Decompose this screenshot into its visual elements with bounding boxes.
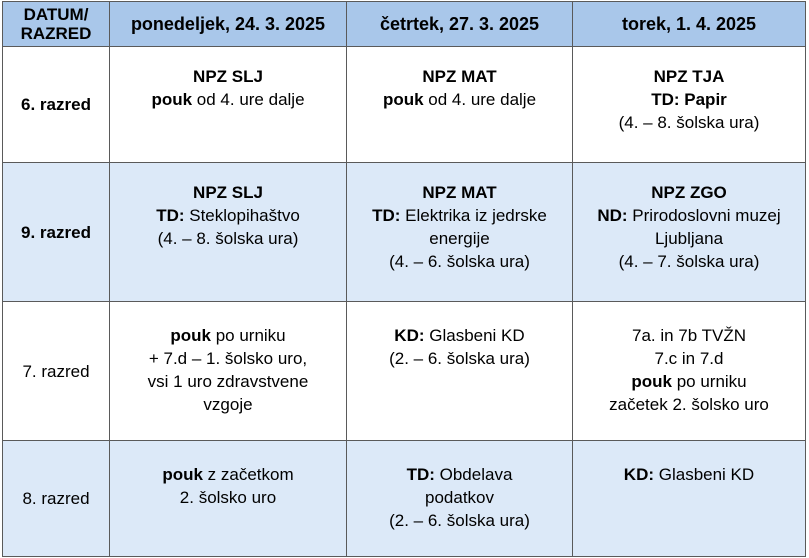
- cell-line: [110, 65, 346, 88]
- cell-line: [573, 393, 805, 416]
- text: (4. – 7. šolska ura): [618, 252, 760, 271]
- schedule-cell: [347, 441, 573, 557]
- text: Glasbeni KD: [424, 326, 525, 345]
- schedule-cell: [347, 163, 573, 302]
- bold-text: pouk: [151, 90, 193, 109]
- table-row: [3, 441, 806, 557]
- corner-line-razred: RAZRED: [20, 24, 92, 43]
- schedule-cell: [110, 441, 347, 557]
- text: Steklopihaštvo: [184, 206, 300, 225]
- cell-line: [573, 227, 805, 250]
- cell-line: [347, 463, 572, 486]
- schedule-body: [3, 47, 806, 557]
- cell-line: [347, 227, 572, 250]
- schedule-cell: [110, 302, 347, 441]
- bold-text: KD:: [394, 326, 425, 345]
- cell-line: [573, 88, 805, 111]
- header-row: [3, 2, 806, 47]
- text: Glasbeni KD: [654, 465, 755, 484]
- text: + 7.d – 1. šolsko uro,: [148, 349, 308, 368]
- text: 2. šolsko uro: [179, 488, 277, 507]
- cell-line: [573, 324, 805, 347]
- text: z začetkom: [202, 465, 294, 484]
- cell-line: [347, 250, 572, 273]
- schedule-cell: [110, 163, 347, 302]
- cell-line: [347, 486, 572, 509]
- text: po urniku: [671, 372, 747, 391]
- cell-line: [573, 370, 805, 393]
- schedule-cell: [347, 302, 573, 441]
- bold-text: NPZ ZGO: [651, 183, 727, 202]
- cell-line: [110, 347, 346, 370]
- text: (2. – 6. šolska ura): [389, 511, 530, 530]
- bold-text: pouk: [382, 90, 424, 109]
- cell-line: [347, 509, 572, 532]
- bold-text: ND:: [597, 206, 628, 225]
- text: Ljubljana: [654, 229, 724, 248]
- bold-text: NPZ MAT: [422, 67, 497, 86]
- text: 7a. in 7b TVŽN: [631, 326, 747, 345]
- cell-line: [110, 324, 346, 347]
- cell-line: [347, 324, 572, 347]
- schedule-cell: [573, 163, 806, 302]
- bold-text: NPZ SLJ: [193, 67, 263, 86]
- text: po urniku: [210, 326, 286, 345]
- text: energije: [429, 229, 490, 248]
- text: (4. – 8. šolska ura): [618, 113, 760, 132]
- cell-line: [573, 347, 805, 370]
- grade-cell: 9. razred: [3, 163, 110, 302]
- cell-line: [573, 181, 805, 204]
- bold-text: TD:: [156, 206, 185, 225]
- text: (2. – 6. šolska ura): [389, 349, 530, 368]
- table-row: [3, 47, 806, 163]
- cell-line: [110, 486, 346, 509]
- cell-line: [347, 88, 572, 111]
- schedule-table: [2, 1, 806, 557]
- text: (4. – 8. šolska ura): [157, 229, 299, 248]
- text: začetek 2. šolsko uro: [609, 395, 769, 414]
- bold-text: NPZ SLJ: [193, 183, 263, 202]
- header-date-1: ponedeljek, 24. 3. 2025: [110, 2, 347, 47]
- cell-line: [110, 88, 346, 111]
- text: (4. – 6. šolska ura): [389, 252, 530, 271]
- cell-line: [110, 393, 346, 416]
- text: od 4. ure dalje: [423, 90, 537, 109]
- cell-line: [347, 347, 572, 370]
- cell-line: [110, 181, 346, 204]
- bold-text: NPZ MAT: [422, 183, 497, 202]
- text: vzgoje: [203, 395, 253, 414]
- text: podatkov: [425, 488, 494, 507]
- text: 7.c in 7.d: [654, 349, 724, 368]
- table-row: [3, 163, 806, 302]
- cell-line: [573, 250, 805, 273]
- cell-line: [110, 227, 346, 250]
- cell-line: [347, 204, 572, 227]
- grade-cell: 8. razred: [3, 441, 110, 557]
- text: Obdelava: [434, 465, 513, 484]
- bold-text: TD:: [406, 465, 435, 484]
- cell-line: [347, 181, 572, 204]
- bold-text: NPZ TJA: [653, 67, 725, 86]
- cell-line: [110, 204, 346, 227]
- table-row: [3, 302, 806, 441]
- cell-line: [573, 204, 805, 227]
- cell-line: [347, 65, 572, 88]
- header-corner: [3, 2, 110, 47]
- cell-line: [110, 370, 346, 393]
- text: Elektrika iz jedrske: [400, 206, 547, 225]
- text: Prirodoslovni muzej: [627, 206, 781, 225]
- bold-text: TD:: [372, 206, 401, 225]
- text: vsi 1 uro zdravstvene: [147, 372, 309, 391]
- schedule-cell: [110, 47, 347, 163]
- grade-cell: 6. razred: [3, 47, 110, 163]
- header-date-2: četrtek, 27. 3. 2025: [347, 2, 573, 47]
- header-date-3: torek, 1. 4. 2025: [573, 2, 806, 47]
- bold-text: pouk: [162, 465, 203, 484]
- schedule-cell: [573, 441, 806, 557]
- schedule-cell: [573, 47, 806, 163]
- cell-line: [573, 463, 805, 486]
- corner-line-datum: DATUM/: [23, 5, 89, 24]
- schedule-cell: [347, 47, 573, 163]
- text: od 4. ure dalje: [192, 90, 305, 109]
- bold-text: pouk: [631, 372, 672, 391]
- schedule-cell: [573, 302, 806, 441]
- cell-line: [573, 111, 805, 134]
- bold-text: KD:: [623, 465, 655, 484]
- bold-text: TD: Papir: [651, 90, 727, 109]
- grade-cell: 7. razred: [3, 302, 110, 441]
- cell-line: [110, 463, 346, 486]
- cell-line: [573, 65, 805, 88]
- bold-text: pouk: [170, 326, 211, 345]
